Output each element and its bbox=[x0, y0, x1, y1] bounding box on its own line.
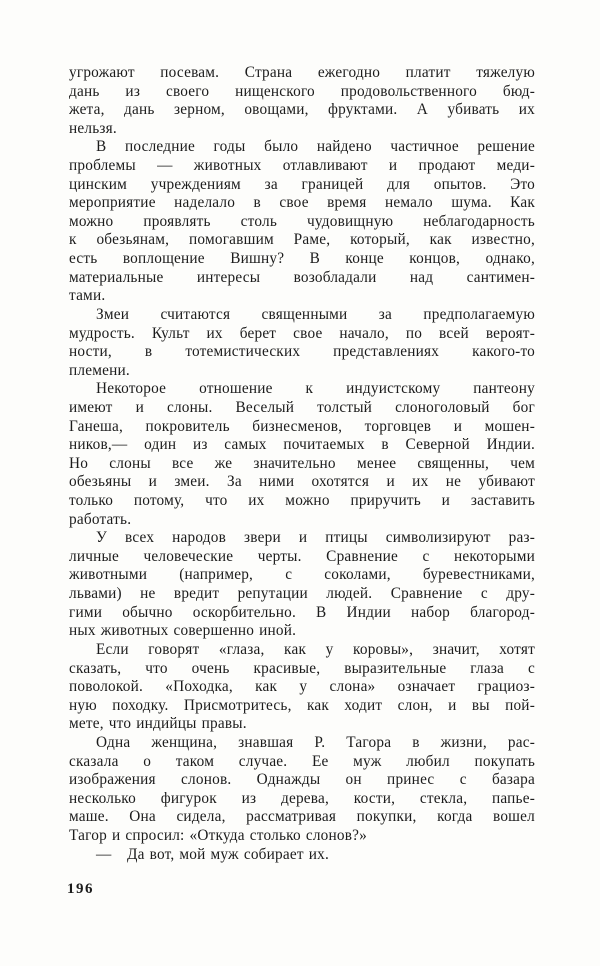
text-line-p5-l1: У всех народов звери и птицы символизируют раз- bbox=[96, 529, 535, 547]
text-line-p5-l4: львами) не вредит репутации людей. Сравнение с дру- bbox=[69, 585, 535, 603]
text-line-p5-l3: животными (например, с соколами, буревестниками, bbox=[69, 566, 535, 584]
text-line-p6-l2: сказать, что очень красивые, выразительные глаза с bbox=[69, 659, 535, 677]
text-line-p7-l4: несколько фигурок из дерева, кости, стекла, папье- bbox=[69, 789, 535, 807]
text-line-p4-l3: Ганеша, покровитель бизнесменов, торговцев и мошен- bbox=[69, 417, 535, 435]
text-line-p7-l6: Тагор и спросил: «Откуда столько слонов?» bbox=[69, 826, 368, 844]
text-line-p1-l3: жета, дань зерном, овощами, фруктами. А убивать их bbox=[69, 101, 535, 119]
text-line-p2-l5: можно проявлять столь чудовищную неблагодарность bbox=[69, 212, 535, 230]
text-line-p4-l1: Некоторое отношение к индуистскому пантеону bbox=[96, 380, 535, 398]
text-line-p2-l8: материальные интересы возобладали над сантимен- bbox=[69, 268, 535, 286]
text-line-p5-l6: ных животных совершенно иной. bbox=[69, 622, 297, 640]
text-line-p2-l1: В последние годы было найдено частичное решение bbox=[96, 138, 535, 156]
text-line-p1-l4: нельзя. bbox=[69, 119, 117, 137]
text-line-p6-l4: ную походку. Присмотритесь, как ходит слон, и вы пой- bbox=[69, 696, 535, 714]
text-line-p4-l7: только потому, что их можно приручить и заставить bbox=[69, 492, 535, 510]
text-line-p7-l2: сказала о таком случае. Ее муж любил покупать bbox=[69, 752, 535, 770]
text-line-p1-l2: дань из своего нищенского продовольственного бюд- bbox=[69, 82, 535, 100]
text-line-p3-l2: мудрость. Культ их берет свое начало, по всей вероят- bbox=[69, 324, 535, 342]
text-line-p2-l3: цинским учреждениям за границей для опытов. Это bbox=[69, 175, 535, 193]
text-line-p7-l3: изображения слонов. Однажды он принес с базара bbox=[69, 771, 535, 789]
text-line-p3-l1: Змеи считаются священными за предполагаемую bbox=[96, 305, 535, 323]
text-line-p4-l8: работать. bbox=[69, 510, 132, 528]
text-line-p3-l3: ности, в тотемистических представлениях какого-то bbox=[69, 343, 535, 361]
text-line-p5-l2: личные человеческие черты. Сравнение с некоторыми bbox=[69, 547, 535, 565]
text-line-p4-l4: ников,— один из самых почитаемых в Северной Индии. bbox=[69, 436, 535, 454]
text-line-p2-l4: мероприятие наделало в свое время немало шума. Как bbox=[69, 194, 535, 212]
text-line-p4-l6: обезьяны и змеи. За ними охотятся и их не убивают bbox=[69, 473, 535, 491]
text-line-p2-l7: есть воплощение Вишну? В конце концов, однако, bbox=[69, 250, 535, 268]
text-line-p3-l4: племени. bbox=[69, 361, 130, 379]
text-line-p2-l2: проблемы — животных отлавливают и продают меди- bbox=[69, 157, 535, 175]
text-line-p8-l1: — Да вот, мой муж собирает их. bbox=[96, 845, 330, 863]
text-line-p6-l1: Если говорят «глаза, как у коровы», значит, хотят bbox=[96, 640, 535, 658]
body-text bbox=[69, 64, 535, 864]
text-line-p1-l1: угрожают посевам. Страна ежегодно платит тяжелую bbox=[69, 64, 535, 81]
text-line-p5-l5: гими обычно оскорбительно. В Индии набор благород- bbox=[69, 603, 535, 621]
text-line-p2-l9: тами. bbox=[69, 287, 106, 305]
text-line-p4-l5: Но слоны все же значительно менее священны, чем bbox=[69, 454, 535, 472]
text-line-p7-l5: маше. Она сидела, рассматривая покупки, когда вошел bbox=[69, 808, 535, 826]
page-number: 196 bbox=[67, 881, 94, 897]
text-line-p6-l5: мете, что индийцы правы. bbox=[69, 715, 247, 733]
text-line-p2-l6: к обезьянам, помогавшим Раме, который, как известно, bbox=[69, 231, 535, 249]
text-line-p6-l3: поволокой. «Походка, как у слона» означает грациоз- bbox=[69, 678, 535, 696]
text-line-p4-l2: имеют и слоны. Веселый толстый слоноголовый бог bbox=[69, 398, 535, 416]
text-line-p7-l1: Одна женщина, знавшая Р. Тагора в жизни, рас- bbox=[96, 733, 535, 751]
